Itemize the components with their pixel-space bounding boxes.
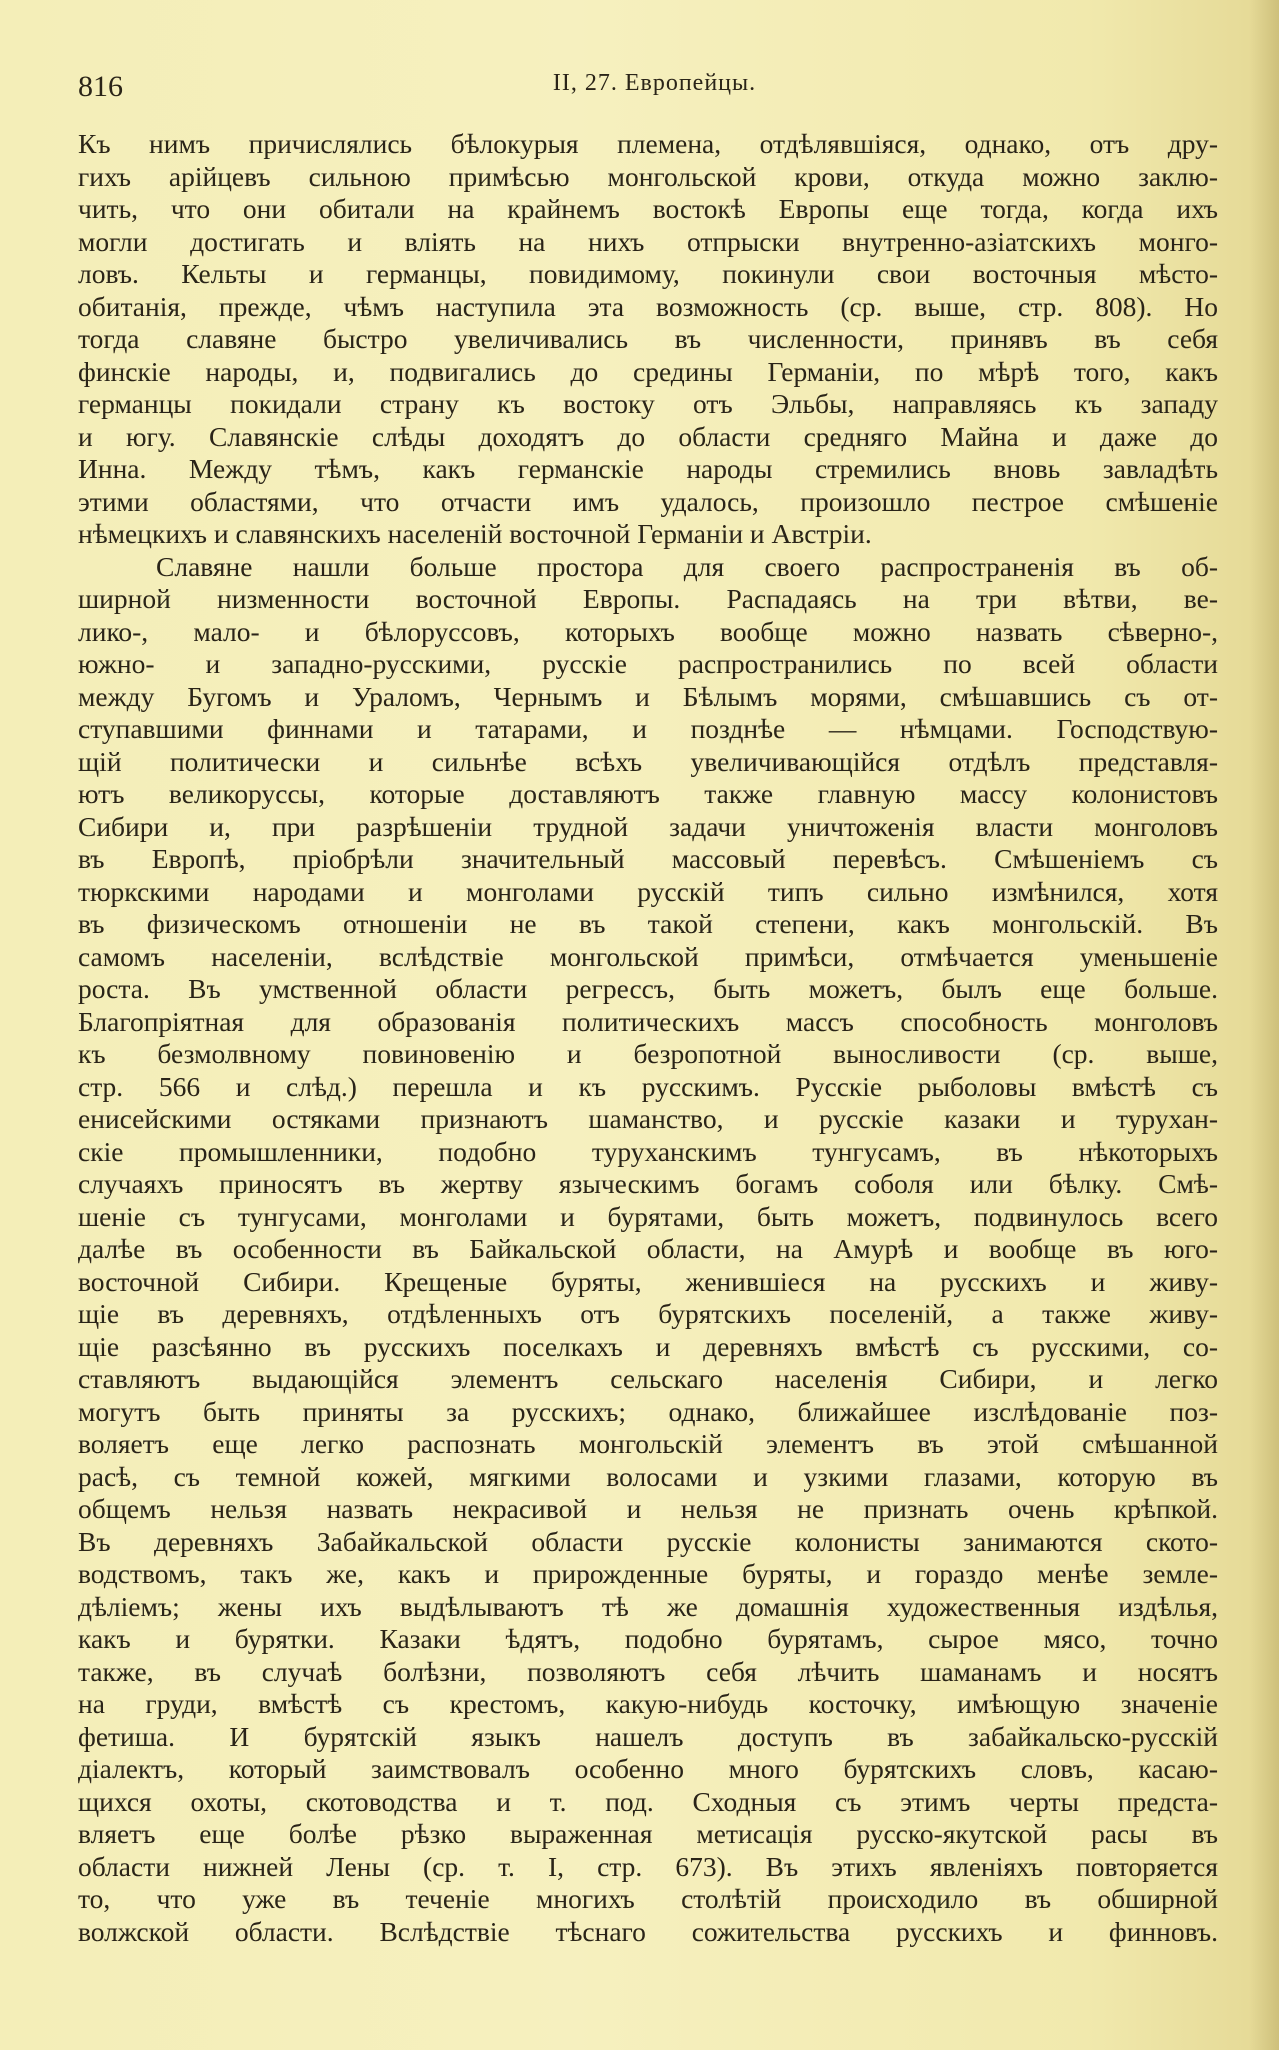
text-line: общемъ нельзя назвать некрасивой и нельзя не признать очень крѣпкой. <box>78 1493 1218 1524</box>
text-line: Въ деревняхъ Забайкальской области русскіе колонисты занимаются ското- <box>78 1525 1218 1557</box>
text-line: чить, что они обитали на крайнемъ востокѣ Европы еще тогда, когда ихъ <box>78 193 1218 224</box>
text-line: въ физическомъ отношеніи не въ такой степени, какъ монгольскій. Въ <box>78 908 1218 939</box>
text-line: ловъ. Кельты и германцы, повидимому, покинули свои восточныя мѣсто- <box>78 258 1218 289</box>
text-line: вляетъ еще болѣе рѣзко выраженная метисація русско-якутской расы въ <box>78 1818 1218 1849</box>
text-line: въ Европѣ, пріобрѣли значительный массовый перевѣсъ. Смѣшеніемъ съ <box>78 843 1218 874</box>
text-line: дѣліемъ; жены ихъ выдѣлываютъ тѣ же домашнія художественныя издѣлья, <box>78 1590 1218 1622</box>
running-head <box>78 70 1231 106</box>
text-line: ширной низменности восточной Европы. Распадаясь на три вѣтви, ве- <box>78 583 1218 614</box>
text-line: стр. 566 и слѣд.) перешла и къ русскимъ. Русскіе рыболовы вмѣстѣ съ <box>78 1070 1218 1102</box>
text-line: волжской области. Вслѣдствіе тѣснаго сожительства русскихъ и финновъ. <box>78 1915 1218 1947</box>
text-line: области нижней Лены (ср. т. I, стр. 673). Въ этихъ явленіяхъ повторяется <box>78 1850 1218 1882</box>
text-line: также, въ случаѣ болѣзни, позволяютъ себя лѣчить шаманамъ и носятъ <box>78 1655 1218 1687</box>
text-line: роста. Въ умственной области регрессъ, быть можетъ, былъ еще больше. <box>78 973 1218 1004</box>
text-line: Къ нимъ причислялись бѣлокурыя племена, отдѣлявшіяся, однако, отъ дру- <box>78 128 1218 159</box>
text-line: ютъ великоруссы, которые доставляютъ также главную массу колонистовъ <box>78 778 1218 809</box>
text-line: ставляютъ выдающійся элементъ сельскаго населенія Сибири, и легко <box>78 1363 1218 1394</box>
text-line: финскіе народы, и, подвигались до средины Германіи, по мѣрѣ того, какъ <box>78 355 1218 387</box>
text-line: ступавшими финнами и татарами, и позднѣе — нѣмцами. Господствую- <box>78 713 1218 744</box>
text-line: и югу. Славянскіе слѣды доходятъ до области средняго Майна и даже до <box>78 420 1218 452</box>
text-line: щіе разсѣянно въ русскихъ поселкахъ и деревняхъ вмѣстѣ съ русскими, со- <box>78 1330 1218 1362</box>
text-line: на груди, вмѣстѣ съ крестомъ, какую-нибудь косточку, имѣющую значеніе <box>78 1688 1218 1719</box>
text-line: этими областями, что отчасти имъ удалось, произошло пестрое смѣшеніе <box>78 485 1218 517</box>
text-line: воляетъ еще легко распознать монгольскій элементъ въ этой смѣшанной <box>78 1428 1218 1459</box>
paragraph-start-line: Славяне нашли больше простора для своего распространенія въ об- <box>156 550 1218 582</box>
text-line: фетиша. И бурятскій языкъ нашелъ доступъ въ забайкальско-русскій <box>78 1720 1218 1752</box>
text-line: далѣе въ особенности въ Байкальской области, на Амурѣ и вообще въ юго- <box>78 1233 1218 1264</box>
text-line: восточной Сибири. Крещеные буряты, женившіеся на русскихъ и живу- <box>78 1265 1218 1297</box>
text-line: между Бугомъ и Ураломъ, Чернымъ и Бѣлымъ морями, смѣшавшись съ от- <box>78 680 1218 712</box>
text-line: германцы покидали страну къ востоку отъ Эльбы, направляясь къ западу <box>78 388 1218 419</box>
text-line: могли достигать и вліять на нихъ отпрыски внутренно-азіатскихъ монго- <box>78 225 1218 257</box>
text-line: какъ и бурятки. Казаки ѣдятъ, подобно бурятамъ, сырое мясо, точно <box>78 1623 1218 1654</box>
text-line: скіе промышленники, подобно туруханскимъ тунгусамъ, въ нѣкоторыхъ <box>78 1135 1218 1167</box>
text-line: лико-, мало- и бѣлоруссовъ, которыхъ вообще можно назвать сѣверно-, <box>78 615 1218 647</box>
text-line: гихъ арійцевъ сильною примѣсью монгольской крови, откуда можно заклю- <box>78 160 1218 192</box>
text-line: тогда славяне быстро увеличивались въ численности, принявъ въ себя <box>78 323 1218 354</box>
text-line: Сибири и, при разрѣшеніи трудной задачи уничтоженія власти монголовъ <box>78 810 1218 842</box>
text-line: нѣмецкихъ и славянскихъ населеній восточной Германіи и Австріи. <box>78 518 872 549</box>
text-line: то, что уже въ теченіе многихъ столѣтій происходило въ обширной <box>78 1883 1218 1914</box>
text-line: расѣ, съ темной кожей, мягкими волосами и узкими глазами, которую въ <box>78 1460 1218 1492</box>
text-line: щіе въ деревняхъ, отдѣленныхъ отъ бурятскихъ поселеній, а также живу- <box>78 1298 1218 1329</box>
text-line: южно- и западно-русскими, русскіе распространились по всей области <box>78 648 1218 679</box>
text-line: водствомъ, такъ же, какъ и прирожденные буряты, и гораздо менѣе земле- <box>78 1558 1218 1589</box>
page-number: 816 <box>78 70 123 103</box>
text-line: къ безмолвному повиновенію и безропотной выносливости (ср. выше, <box>78 1038 1218 1069</box>
text-line: енисейскими остяками признаютъ шаманство, и русскіе казаки и турухан- <box>78 1103 1218 1134</box>
text-line: самомъ населеніи, вслѣдствіе монгольской примѣси, отмѣчается уменьшеніе <box>78 940 1218 972</box>
text-line: обитанія, прежде, чѣмъ наступила эта возможность (ср. выше, стр. 808). Но <box>78 290 1218 322</box>
body-text <box>78 128 1218 1948</box>
text-line: шеніе съ тунгусами, монголами и бурятами, быть можетъ, подвинулось всего <box>78 1200 1218 1232</box>
text-line: Благопріятная для образованія политическихъ массъ способность монголовъ <box>78 1005 1218 1037</box>
text-line: діалектъ, который заимствовалъ особенно много бурятскихъ словъ, касаю- <box>78 1753 1218 1784</box>
text-line: щій политически и сильнѣе всѣхъ увеличивающійся отдѣлъ представля- <box>78 745 1218 777</box>
text-line: тюркскими народами и монголами русскій типъ сильно измѣнился, хотя <box>78 875 1218 907</box>
text-line: Инна. Между тѣмъ, какъ германскіе народы стремились вновь завладѣть <box>78 453 1218 484</box>
running-head-title: II, 27. Европейцы. <box>552 70 757 96</box>
text-line: случаяхъ приносятъ въ жертву языческимъ богамъ соболя или бѣлку. Смѣ- <box>78 1168 1218 1199</box>
text-line: щихся охоты, скотоводства и т. под. Сходныя съ этимъ черты предста- <box>78 1785 1218 1817</box>
text-line: могутъ быть приняты за русскихъ; однако, ближайшее изслѣдованіе поз- <box>78 1395 1218 1427</box>
